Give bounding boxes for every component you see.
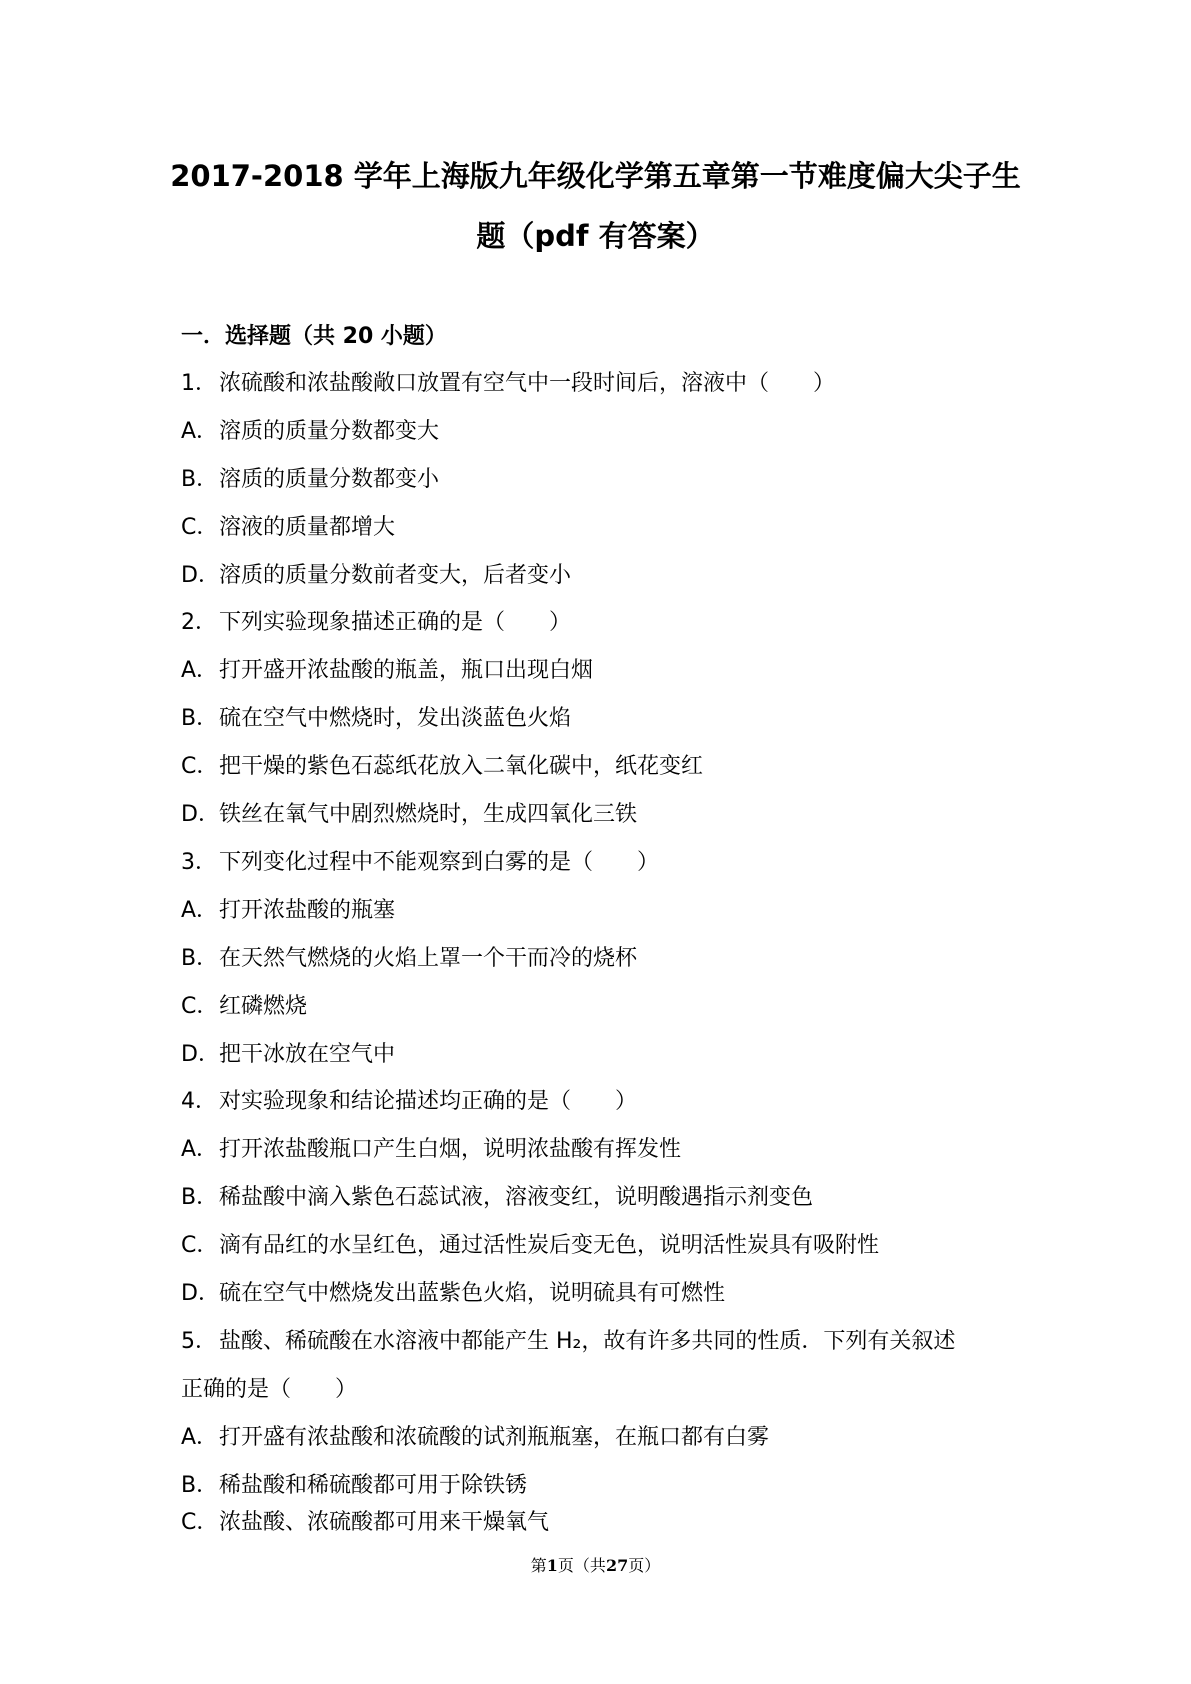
document-title-line-1: 2017-2018 学年上海版九年级化学第五章第一节难度偏大尖子生: [170, 159, 1021, 193]
option-text: 硫在空气中燃烧发出蓝紫色火焰，说明硫具有可燃性: [219, 1281, 726, 1306]
option-row: [181, 465, 439, 495]
footer-page-number: 1: [546, 1556, 558, 1575]
question-number: 5．: [181, 1329, 217, 1354]
option-text: 打开盛开浓盐酸的瓶盖，瓶口出现白烟: [219, 658, 594, 683]
option-text: 把干燥的紫色石蕊纸花放入二氧化碳中，纸花变红: [219, 754, 704, 779]
question-stem: [181, 1327, 955, 1357]
option-row: [181, 656, 593, 686]
question-text: 浓硫酸和浓盐酸敞口放置有空气中一段时间后，溶液中（ ）: [219, 371, 836, 396]
option-row: [181, 800, 637, 830]
question-stem: [181, 848, 659, 878]
question-number: 2．: [181, 610, 217, 635]
option-row: [181, 561, 571, 591]
option-row: [181, 513, 395, 543]
option-label: A．: [181, 419, 219, 444]
option-row: [181, 1279, 725, 1309]
option-text: 稀盐酸和稀硫酸都可用于除铁锈: [219, 1473, 528, 1498]
document-title-line-2: 题（pdf 有答案）: [476, 219, 715, 253]
footer-prefix: 第: [530, 1556, 547, 1575]
option-row: [181, 1508, 549, 1538]
option-text: 铁丝在氧气中剧烈燃烧时，生成四氧化三铁: [219, 802, 638, 827]
question-stem: [181, 369, 835, 399]
option-row: [181, 417, 439, 447]
option-row: [181, 752, 703, 782]
footer-total-pages: 27: [605, 1556, 629, 1575]
option-text: 浓盐酸、浓硫酸都可用来干燥氧气: [219, 1510, 550, 1535]
option-text: 把干冰放在空气中: [219, 1042, 396, 1067]
page-footer: [0, 1555, 1191, 1577]
question-number: 4．: [181, 1089, 217, 1114]
option-text: 打开浓盐酸的瓶塞: [219, 898, 396, 923]
question-text: 对实验现象和结论描述均正确的是（ ）: [219, 1089, 638, 1114]
option-text: 溶质的质量分数都变小: [219, 467, 440, 492]
question-number: 1．: [181, 371, 217, 396]
option-row: [181, 1183, 813, 1213]
question-number: 3．: [181, 850, 217, 875]
question-stem: [181, 1087, 637, 1117]
option-label: D．: [181, 563, 220, 588]
option-label: A．: [181, 898, 219, 923]
option-text: 在天然气燃烧的火焰上罩一个干而冷的烧杯: [219, 946, 638, 971]
option-text: 稀盐酸中滴入紫色石蕊试液，溶液变红，说明酸遇指示剂变色: [219, 1185, 814, 1210]
option-label: C．: [181, 1510, 219, 1535]
option-row: [181, 1231, 879, 1261]
option-label: B．: [181, 706, 219, 731]
option-row: [181, 1040, 395, 1070]
section-heading: 一．选择题（共 20 小题）: [181, 324, 447, 349]
option-label: C．: [181, 1233, 219, 1258]
option-row: [181, 896, 395, 926]
option-text: 打开盛有浓盐酸和浓硫酸的试剂瓶瓶塞，在瓶口都有白雾: [219, 1425, 770, 1450]
option-label: D．: [181, 1281, 220, 1306]
option-label: D．: [181, 1042, 220, 1067]
option-label: D．: [181, 802, 220, 827]
option-text: 溶液的质量都增大: [219, 515, 396, 540]
option-row: [181, 1135, 681, 1165]
option-label: B．: [181, 1473, 219, 1498]
footer-middle: 页（共: [557, 1556, 606, 1575]
question-stem: [181, 608, 571, 638]
question-text: 下列变化过程中不能观察到白雾的是（ ）: [219, 850, 660, 875]
option-text: 溶质的质量分数都变大: [219, 419, 440, 444]
question-text-continuation: 正确的是（ ）: [181, 1377, 358, 1402]
option-row: [181, 1471, 527, 1501]
question-text: 盐酸、稀硫酸在水溶液中都能产生 H₂，故有许多共同的性质．下列有关叙述: [219, 1329, 956, 1354]
option-row: [181, 944, 637, 974]
option-text: 溶质的质量分数前者变大，后者变小: [219, 563, 572, 588]
option-label: B．: [181, 1185, 219, 1210]
footer-suffix: 页）: [628, 1556, 661, 1575]
question-text: 下列实验现象描述正确的是（ ）: [219, 610, 572, 635]
option-row: [181, 1423, 769, 1453]
option-text: 打开浓盐酸瓶口产生白烟，说明浓盐酸有挥发性: [219, 1137, 682, 1162]
option-label: B．: [181, 946, 219, 971]
option-row: [181, 992, 307, 1022]
option-text: 硫在空气中燃烧时，发出淡蓝色火焰: [219, 706, 572, 731]
option-text: 滴有品红的水呈红色，通过活性炭后变无色，说明活性炭具有吸附性: [219, 1233, 880, 1258]
option-label: A．: [181, 1137, 219, 1162]
option-label: C．: [181, 994, 219, 1019]
option-row: [181, 704, 571, 734]
option-label: B．: [181, 467, 219, 492]
option-label: C．: [181, 754, 219, 779]
option-label: A．: [181, 658, 219, 683]
option-label: C．: [181, 515, 219, 540]
option-label: A．: [181, 1425, 219, 1450]
option-text: 红磷燃烧: [219, 994, 308, 1019]
